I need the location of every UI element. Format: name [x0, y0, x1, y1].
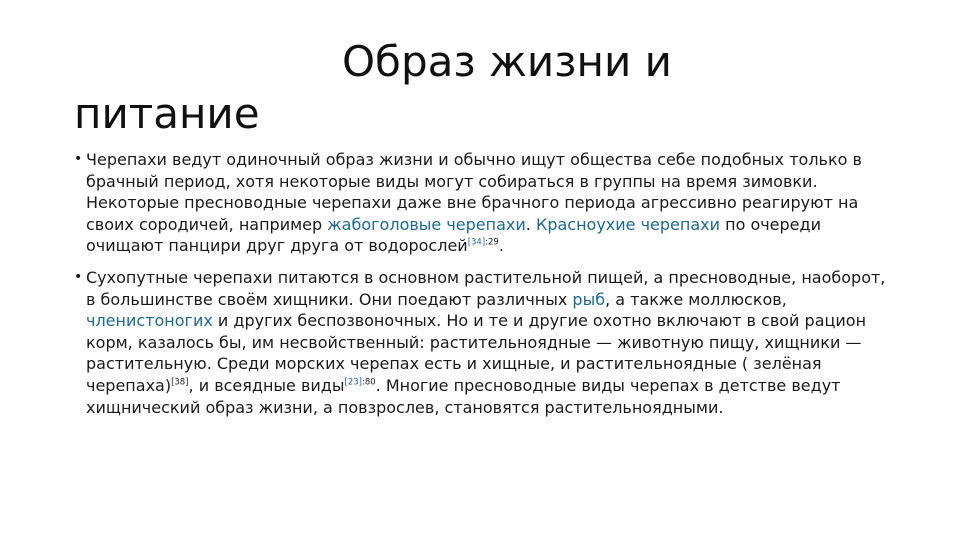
bullet-paragraph: [74, 267, 894, 418]
paragraph-text: , и всеядные виды: [188, 375, 345, 395]
paragraph-text: и других беспозвоночных. Но и те и другие охотно включают в свой рацион корм, казалось бы, им несвойственный: растительноядные — животную пищу, хищники — растительную. Среди морских черепах есть и хищные, и растительноядные ( зелёная черепаха): [86, 311, 867, 395]
bullet-paragraph: [74, 149, 894, 257]
wiki-link[interactable]: рыб: [572, 289, 606, 309]
citation-link[interactable]: [23]: [344, 377, 362, 388]
paragraph-text: Сухопутные черепахи питаются в основном растительной пищей, а пресноводные, наоборот, в большинстве своём хищники. Они поедают различных: [86, 267, 886, 309]
citation-ref: :29: [485, 238, 499, 249]
bullet-list: [74, 149, 894, 418]
citation-ref: :80: [361, 377, 376, 388]
bullet-marker: •: [74, 151, 83, 167]
paragraph-text: . Многие пресноводные виды черепах в детстве ведут хищнический образ жизни, а повзрослев, становятся растительноядными.: [86, 375, 841, 417]
paragraph-text: , а также моллюсков,: [605, 289, 787, 309]
wiki-link[interactable]: жабоголовые черепахи: [327, 214, 526, 234]
citation-link[interactable]: [34]: [467, 238, 486, 249]
paragraph-text: по очереди очищают панцири друг друга от водорослей: [86, 214, 821, 256]
slide-title: Образ жизни и питание: [74, 37, 672, 138]
bullet-marker: •: [74, 268, 83, 285]
paragraph-text: .: [498, 236, 504, 256]
paragraph-text: .: [525, 214, 536, 234]
wiki-link[interactable]: членистоногих: [86, 311, 213, 331]
paragraph-text: Черепахи ведут одиночный образ жизни и обычно ищут общества себе подобных только в брачный период, хотя некоторые виды могут собираться в группы на время зимовки. Некоторые пресноводные черепахи даже вне брачного периода агрессивно реагируют на своих сородичей, например: [86, 150, 862, 234]
wiki-link[interactable]: Красноухие черепахи: [535, 214, 721, 234]
citation-ref: [38]: [171, 377, 189, 388]
